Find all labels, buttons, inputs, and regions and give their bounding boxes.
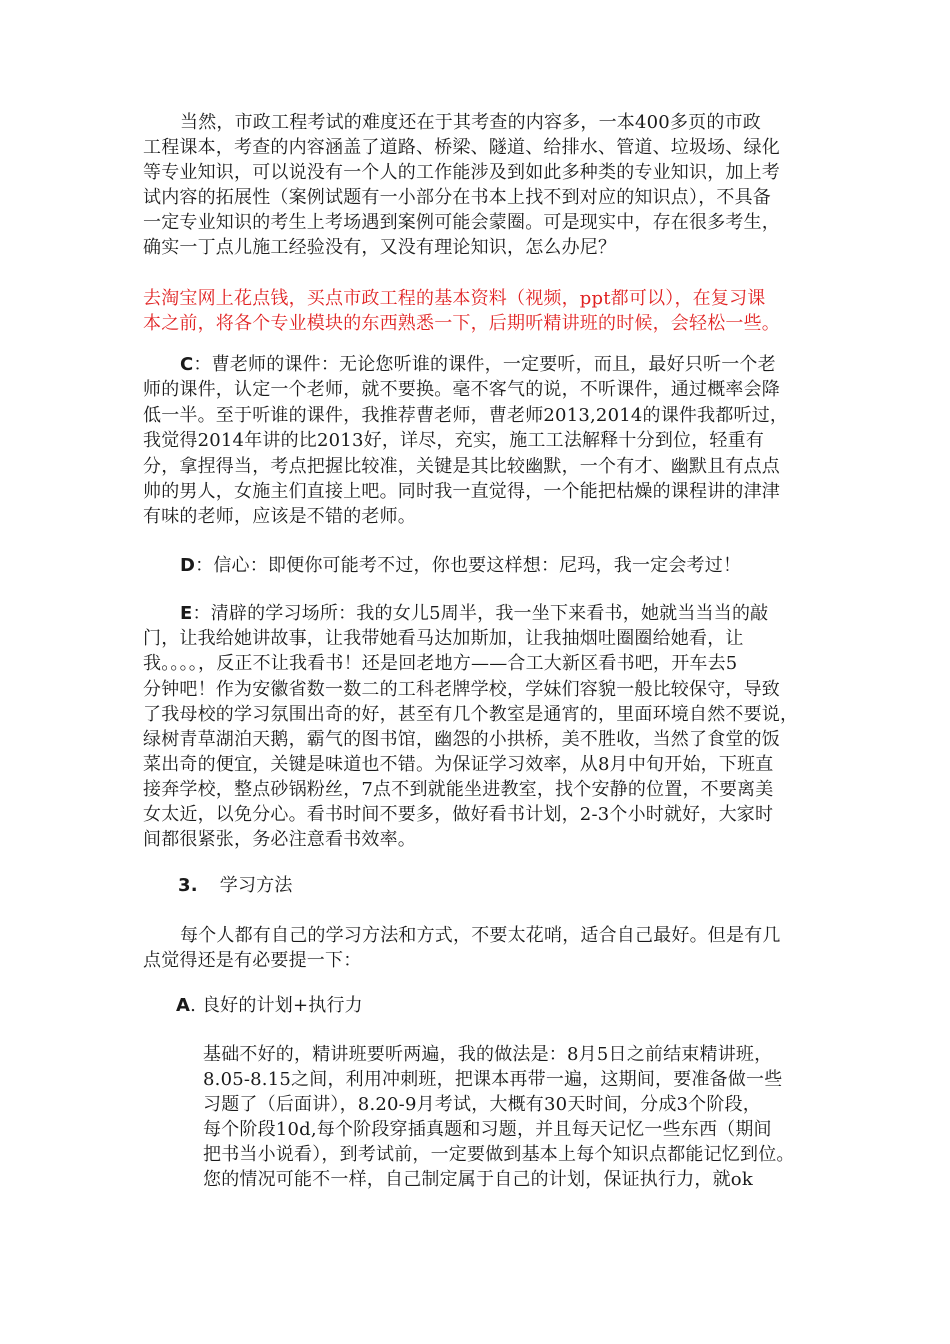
item-e-line: 女太近，以免分心。看书时间不要多，做好看书计划，2-3个小时就好，大家时	[143, 804, 774, 825]
plan-line: 习题了（后面讲），8.20-9月考试，大概有30天时间，分成3个阶段，	[203, 1094, 761, 1115]
paragraph-6-line: 点觉得还是有必要提一下：	[143, 950, 362, 971]
item-c-line: 师的课件，认定一个老师，就不要换。毫不客气的说，不听课件，通过概率会降	[143, 379, 780, 400]
paragraph-1-line: 确实一丁点儿施工经验没有，又没有理论知识，怎么办尼？	[143, 237, 617, 258]
item-e-text: ：清辟的学习场所：我的女儿5周半，我一坐下来看书，她就当当当的敲	[192, 603, 769, 624]
item-c-line: 分，拿捏得当，考点把握比较准，关键是其比较幽默，一个有才、幽默且有点点	[143, 456, 780, 477]
item-c-line: 有味的老师，应该是不错的老师。	[143, 506, 416, 527]
paragraph-1-line: 等专业知识，可以说没有一个人的工作能涉及到如此多种类的专业知识，加上考	[143, 162, 780, 183]
item-d-line	[180, 554, 741, 578]
item-e-line: 接奔学校，整点砂锅粉丝，7点不到就能坐进教室，找个安静的位置，不要离美	[143, 779, 774, 800]
item-e-line: 门，让我给她讲故事，让我带她看马达加斯加，让我抽烟吐圈圈给她看，让	[143, 628, 744, 649]
section-heading	[178, 874, 293, 898]
highlight-line: 本之前，将各个专业模块的东西熟悉一下，后期听精讲班的时候，会轻松一些。	[143, 313, 780, 334]
item-e-line: 我。。。。，反正不让我看书！还是回老地方——合工大新区看书吧，开车去5	[143, 653, 738, 674]
item-e-line: 绿树青草湖泊天鹅，霸气的图书馆，幽怨的小拱桥，美不胜收，当然了食堂的饭	[143, 729, 780, 750]
plan-line: 把书当小说看），到考试前，一定要做到基本上每个知识点都能记忆到位。	[203, 1144, 795, 1165]
plan-line: 8.05-8.15之间，利用冲刺班，把课本再带一遍，这期间，要准备做一些	[203, 1069, 783, 1090]
item-e-line: 分钟吧！作为安徽省数一数二的工科老牌学校，学妹们容貌一般比较保守，导致	[143, 679, 780, 700]
subheading-a	[176, 994, 363, 1018]
section-title: 学习方法	[219, 875, 293, 896]
paragraph-1-line: 工程课本，考查的内容涵盖了道路、桥梁、隧道、给排水、管道、垃圾场、绿化	[143, 137, 780, 158]
item-c-label: C	[180, 354, 194, 375]
item-e-label: E	[180, 603, 193, 624]
plan-line: 基础不好的，精讲班要听两遍，我的做法是：8月5日之前结束精讲班，	[203, 1044, 773, 1065]
subheading-a-label: A	[176, 995, 191, 1016]
paragraph-1-line: 试内容的拓展性（案例试题有一小部分在书本上找不到对应的知识点），不具备	[143, 187, 771, 208]
subheading-a-text: . 良好的计划+执行力	[190, 995, 363, 1016]
paragraph-1-line: 当然，市政工程考试的难度还在于其考查的内容多，一本400多页的市政	[180, 112, 761, 133]
item-e-first-line	[180, 602, 768, 626]
item-c-line: 我觉得2014年讲的比2013好，详尽，充实，施工工法解释十分到位，轻重有	[143, 430, 765, 451]
item-e-line: 菜出奇的便宜，关键是味道也不错。为保证学习效率，从8月中旬开始，下班直	[143, 754, 774, 775]
item-e-line: 间都很紧张，务必注意看书效率。	[143, 829, 416, 850]
item-d-label: D	[180, 555, 196, 576]
plan-line: 每个阶段10d,每个阶段穿插真题和习题，并且每天记忆一些东西（期间	[203, 1119, 772, 1140]
item-c-text: ：曹老师的课件：无论您听谁的课件，一定要听，而且，最好只听一个老	[193, 354, 776, 375]
plan-line: 您的情况可能不一样，自己制定属于自己的计划，保证执行力，就ok	[203, 1169, 753, 1190]
item-c-line: 低一半。至于听谁的课件，我推荐曹老师，曹老师2013,2014的课件我都听过，	[143, 405, 789, 426]
section-number: 3.	[178, 875, 198, 896]
paragraph-6-line: 每个人都有自己的学习方法和方式，不要太花哨，适合自己最好。但是有几	[180, 925, 781, 946]
item-c-line: 帅的男人，女施主们直接上吧。同时我一直觉得，一个能把枯燥的课程讲的津津	[143, 481, 780, 502]
item-c-first-line	[180, 353, 776, 377]
paragraph-1-line: 一定专业知识的考生上考场遇到案例可能会蒙圈。可是现实中，存在很多考生，	[143, 212, 780, 233]
item-d-text: ：信心：即便你可能考不过，你也要这样想：尼玛，我一定会考过！	[195, 555, 742, 576]
item-e-line: 了我母校的学习氛围出奇的好，甚至有几个教室是通宵的，里面环境自然不要说，	[143, 704, 799, 725]
highlight-line: 去淘宝网上花点钱，买点市政工程的基本资料（视频，ppt都可以），在复习课	[143, 288, 766, 309]
